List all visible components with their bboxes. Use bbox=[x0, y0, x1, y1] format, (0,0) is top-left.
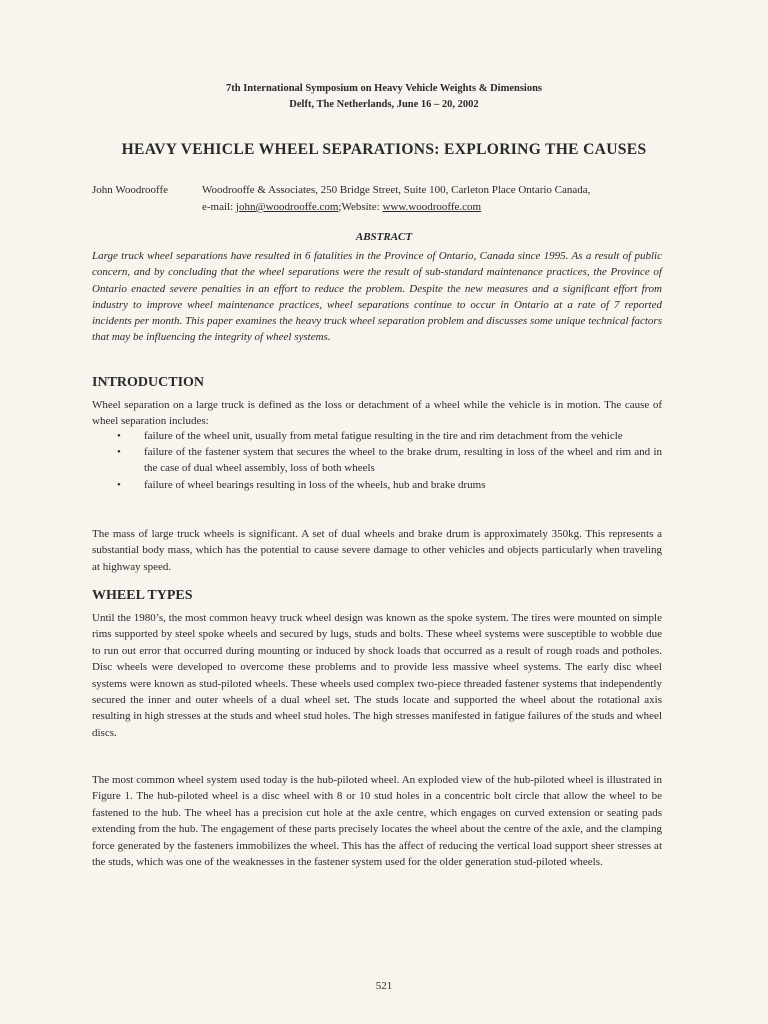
conference-name: 7th International Symposium on Heavy Vehicle Weights & Dimensions bbox=[225, 83, 542, 94]
introduction-heading: INTRODUCTION bbox=[92, 375, 205, 390]
paper-title: HEAVY VEHICLE WHEEL SEPARATIONS: EXPLORING THE CAUSES bbox=[121, 141, 647, 158]
author-name: John Woodrooffe bbox=[92, 184, 169, 196]
wheel-types-heading: WHEEL TYPES bbox=[92, 588, 193, 603]
website-label: ;Website: bbox=[338, 201, 383, 213]
email-label: e-mail: bbox=[202, 201, 236, 213]
website-link[interactable]: www.woodrooffe.com bbox=[382, 201, 482, 213]
author-affiliation bbox=[202, 182, 682, 216]
bullet-icon: • bbox=[117, 430, 121, 442]
list-item bbox=[92, 477, 662, 493]
bullet-icon: • bbox=[117, 478, 121, 491]
list-item bbox=[92, 428, 662, 444]
email-link[interactable]: john@woodrooffe.com bbox=[235, 201, 339, 213]
affiliation-address: Woodrooffe & Associates, 250 Bridge Street, Suite 100, Carleton Place Ontario Canada, bbox=[202, 184, 591, 196]
conference-location-date: Delft, The Netherlands, June 16 – 20, 2002 bbox=[289, 99, 479, 110]
list-item bbox=[92, 444, 662, 476]
abstract-text: Large truck wheel separations have resulted in 6 fatalities in the Province of Ontario, Canada since 1995. As a result of public concern, and by concluding that the wheel separations were the result of sub-standard maintenance practices, the Province of Ontario enacted severe penalties in an effort to reduce the problem. Despite the new measures and a significant effort from industry to improve wheel maintenance practices, wheel separations continue to occur in Ontario at a rate of 7 reported incidents per month. This paper examines the heavy truck wheel separation problem and discusses some unique technical factors that may be influencing the integrity of wheel systems. bbox=[92, 250, 662, 344]
abstract-heading: ABSTRACT bbox=[355, 231, 413, 243]
cause-list bbox=[92, 428, 662, 493]
wheel-types-paragraph-2: The most common wheel system used today is the hub-piloted wheel. An exploded view of the hub-piloted wheel is illustrated in Figure 1. The hub-piloted wheel is a disc wheel with 8 or 10 stud holes in a concentric bolt circle that allow the wheel to be fastened to the hub. The wheel has a precision cut hole at the axle centre, which engages on curved extension or seating pads extending from the hub. The engagement of these parts precisely locates the wheel about the centre of the axle, and the clamping force generated by the fasteners immobilizes the wheel. This has the affect of reducing the vertical load support sheer stresses at the studs, which was one of the weaknesses in the fastener system used for the older generation stud-piloted wheels. bbox=[92, 774, 662, 869]
introduction-paragraph-2: The mass of large truck wheels is significant. A set of dual wheels and brake drum is approximately 350kg. This represents a substantial body mass, which has the potential to cause severe damage to other vehicles and objects particularly when traveling at highway speed. bbox=[92, 528, 662, 573]
list-item-text: failure of wheel bearings resulting in loss of the wheels, hub and brake drums bbox=[144, 478, 486, 491]
bullet-icon: • bbox=[117, 446, 121, 459]
introduction-paragraph-1: Wheel separation on a large truck is defined as the loss or detachment of a wheel while the vehicle is in motion. The cause of wheel separation includes: bbox=[92, 399, 662, 428]
list-item-text: failure of the fastener system that secures the wheel to the brake drum, resulting in loss of the wheel and rim and in the case of dual wheel assembly, loss of both wheels bbox=[144, 446, 662, 475]
wheel-types-paragraph-1: Until the 1980’s, the most common heavy truck wheel design was known as the spoke system. The tires were mounted on simple rims supported by steel spoke wheels and secured by lugs, studs and bolts. These wheel systems were susceptible to wobble due to run out error that occurred during mounting or induced by shock loads that occurred as a result of rough roads and potholes. Disc wheels were developed to overcome these problems and to provide less massive wheel systems. The early disc wheel systems were known as stud-piloted wheels. These wheels used complex two-piece threaded fastener systems that independently secured the inner and outer wheels of a dual wheel set. The studs locate and supported the wheel about the rotational axis resulting in high stresses at the studs and wheel stud holes. The high stresses manifested in fatigue failures of the studs and wheel discs. bbox=[92, 612, 662, 739]
page-number: 521 bbox=[375, 980, 393, 992]
list-item-text: failure of the wheel unit, usually from metal fatigue resulting in the tire and rim detachment from the vehicle bbox=[144, 430, 623, 442]
contact-line bbox=[202, 199, 682, 216]
